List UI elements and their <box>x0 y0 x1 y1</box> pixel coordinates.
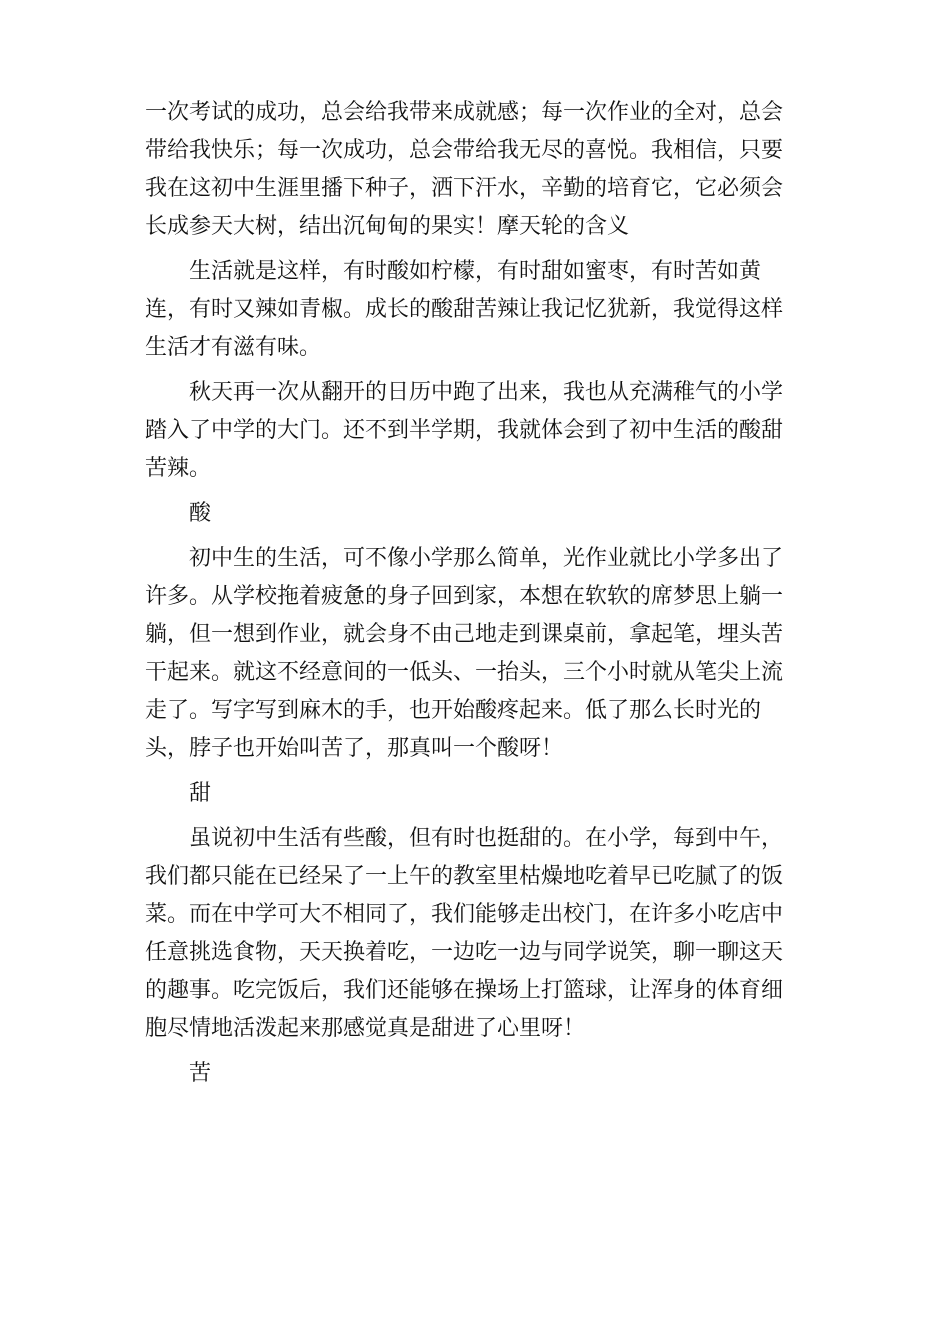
paragraph-continuation: 一次考试的成功，总会给我带来成就感；每一次作业的全对，总会带给我快乐；每一次成功，总会带给我无尽的喜悦。我相信，只要我在这初中生涯里播下种子，洒下汗水，辛勤的培育它，它必须会长成参天大树，结出沉甸甸的果实！摩天轮的含义 <box>145 100 784 239</box>
section-heading-sweet: 甜 <box>189 781 212 806</box>
paragraph-sweet: 虽说初中生活有些酸，但有时也挺甜的。在小学，每到中午，我们都只能在已经呆了一上午的教室里枯燥地吃着早已吃腻了的饭菜。而在中学可大不相同了，我们能够走出校门，在许多小吃店中任意挑选食物，天天换着吃，一边吃一边与同学说笑，聊一聊这天的趣事。吃完饭后，我们还能够在操场上打篮球，让浑身的体育细胞尽情地活泼起来那感觉真是甜进了心里呀！ <box>145 826 784 1041</box>
paragraph-autumn: 秋天再一次从翻开的日历中跑了出来，我也从充满稚气的小学踏入了中学的大门。还不到半学期，我就体会到了初中生活的酸甜苦辣。 <box>145 380 784 481</box>
section-heading-bitter: 苦 <box>189 1061 212 1086</box>
article-body <box>145 94 797 1100</box>
paragraph-sour: 初中生的生活，可不像小学那么简单，光作业就比小学多出了许多。从学校拖着疲惫的身子回到家，本想在软软的席梦思上躺一躺，但一想到作业，就会身不由己地走到课桌前，拿起笔，埋头苦干起来。就这不经意间的一低头、一抬头，三个小时就从笔尖上流走了。写字写到麻木的手，也开始酸疼起来。低了那么长时光的头，脖子也开始叫苦了，那真叫一个酸呀！ <box>145 546 784 761</box>
section-heading-sour: 酸 <box>189 501 212 526</box>
paragraph-life-flavors: 生活就是这样，有时酸如柠檬，有时甜如蜜枣，有时苦如黄连，有时又辣如青椒。成长的酸甜苦辣让我记忆犹新，我觉得这样生活才有滋有味。 <box>145 259 784 360</box>
